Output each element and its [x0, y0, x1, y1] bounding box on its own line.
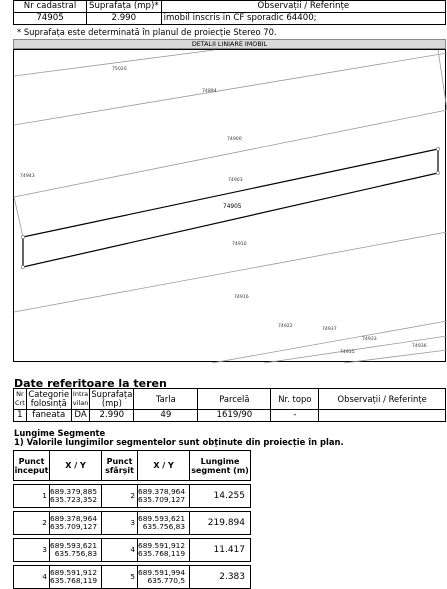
header-cadastral-number: Nr cadastral — [14, 1, 87, 13]
coord-x: 689.378,964 — [138, 487, 186, 496]
parcel-label: 75020 — [112, 67, 127, 72]
area-value: 2.990 — [87, 13, 162, 25]
cell-start-xy — [50, 485, 102, 508]
table-row — [14, 539, 251, 562]
boundary-line — [14, 197, 23, 237]
parcel-vertex — [21, 265, 24, 268]
cell-end-xy — [138, 485, 190, 508]
header-observations: Observații / Referințe — [161, 1, 445, 13]
cell-length: 14.255 — [190, 485, 251, 508]
coord-y: 635.770,5 — [147, 576, 186, 585]
parcel-label: 74936 — [412, 344, 427, 349]
header-area: Suprafața (mp) — [91, 389, 133, 408]
observations-value: imobil inscris in CF sporadic 64400; — [161, 13, 445, 25]
cell-start-point: 1 — [14, 485, 50, 508]
boundary-line — [344, 350, 447, 363]
cell-end-point: 5 — [102, 566, 138, 589]
coord-y: 635.723,352 — [50, 495, 98, 504]
segments-table — [13, 450, 251, 589]
parcel-label: 74900 — [227, 137, 242, 142]
coord-x: 689.378,964 — [50, 514, 98, 523]
parcel-label: 74910 — [232, 242, 247, 247]
parcel-label: 74935 — [340, 350, 355, 355]
boundary-line — [264, 336, 447, 363]
header-parcel: Parcelă — [198, 389, 271, 410]
header-category: Categorie folosință — [26, 389, 71, 410]
coord-y: 635.768,119 — [138, 549, 186, 558]
header-start-point: Punct început — [14, 451, 50, 481]
header-start-xy: X / Y — [50, 451, 102, 481]
cell-end-xy — [138, 539, 190, 562]
cell-observations — [319, 410, 446, 422]
parcel-vertex — [436, 147, 439, 150]
boundary-line — [14, 53, 447, 125]
header-intravilan: Intra vilan — [71, 389, 90, 410]
segments-title: Lungime Segmente — [14, 428, 106, 438]
parcel-label: 74916 — [234, 295, 249, 300]
cell-start-xy — [50, 539, 102, 562]
cell-start-point: 4 — [14, 566, 50, 589]
segments-subtitle: 1) Valorile lungimilor segmentelor sunt obținute din proiecție în plan. — [14, 437, 344, 447]
table-row — [14, 485, 251, 508]
coord-x: 689.591,912 — [50, 568, 98, 577]
coord-y: 635.756,83 — [142, 522, 186, 531]
cell-end-point: 4 — [102, 539, 138, 562]
cell-start-point: 3 — [14, 539, 50, 562]
cell-start-point: 2 — [14, 512, 50, 535]
header-length: Lungime segment (m) — [190, 451, 251, 481]
cell-topo: - — [271, 410, 319, 422]
cell-end-point: 2 — [102, 485, 138, 508]
cell-start-xy — [50, 566, 102, 589]
parcel-plan-drawing — [14, 50, 447, 363]
parcel-label: 74903 — [228, 178, 243, 183]
header-end-xy: X / Y — [138, 451, 190, 481]
plan-title: DETALII LINIARE IMOBIL — [13, 39, 446, 49]
coord-x: 689.593,621 — [138, 514, 186, 523]
coord-x: 689.379,885 — [50, 487, 98, 496]
parcel-vertex — [436, 171, 439, 174]
cell-length: 219.894 — [190, 512, 251, 535]
boundary-line — [14, 232, 447, 312]
table-row — [14, 566, 251, 589]
coord-x: 689.591,912 — [138, 541, 186, 550]
cell-area: 2.990 — [90, 410, 134, 422]
cadastral-table — [13, 0, 446, 25]
parcel-label: 74943 — [20, 174, 35, 179]
parcel-plan — [13, 49, 446, 362]
cell-nr: 1 — [14, 410, 27, 422]
cell-end-xy — [138, 512, 190, 535]
parcel-label: 74894 — [202, 89, 217, 94]
projection-note: * Suprafața este determinată în planul de proiecție Stereo 70. — [17, 27, 277, 37]
cell-end-point: 3 — [102, 512, 138, 535]
header-end-point: Punct sfârșit — [102, 451, 138, 481]
cell-category: faneata — [26, 410, 71, 422]
coord-x: 689.591,994 — [138, 568, 186, 577]
header-tarla: Tarla — [134, 389, 198, 410]
coord-y: 635.709,127 — [138, 495, 186, 504]
cell-length: 2.383 — [190, 566, 251, 589]
header-nr: Nr Crt — [14, 389, 27, 410]
cell-start-xy — [50, 512, 102, 535]
boundary-line — [14, 110, 447, 197]
cell-tarla: 49 — [134, 410, 198, 422]
parcel-label: 74905 — [223, 204, 242, 210]
parcel-label: 74922 — [278, 324, 293, 329]
coord-y: 635.768,119 — [50, 576, 98, 585]
parcel-label: 74937 — [322, 327, 337, 332]
coord-y: 635.756,83 — [54, 549, 98, 558]
coord-y: 635.709,127 — [50, 522, 98, 531]
cell-intravilan: DA — [71, 410, 90, 422]
header-area: Suprafața (mp)* — [87, 1, 162, 13]
parcel-label: 74933 — [362, 337, 377, 342]
cadastral-number: 74905 — [14, 13, 87, 25]
cell-length: 11.417 — [190, 539, 251, 562]
boundary-line — [438, 50, 447, 110]
cell-parcel: 1619/90 — [198, 410, 271, 422]
cell-end-xy — [138, 566, 190, 589]
header-observations: Observații / Referințe — [319, 389, 446, 410]
coord-x: 689.593,621 — [50, 541, 98, 550]
land-section-title: Date referitoare la teren — [14, 377, 167, 390]
table-row — [14, 512, 251, 535]
land-table — [13, 388, 446, 422]
header-topo: Nr. topo — [271, 389, 319, 410]
parcel-vertex — [21, 235, 24, 238]
boundary-line — [14, 50, 214, 76]
